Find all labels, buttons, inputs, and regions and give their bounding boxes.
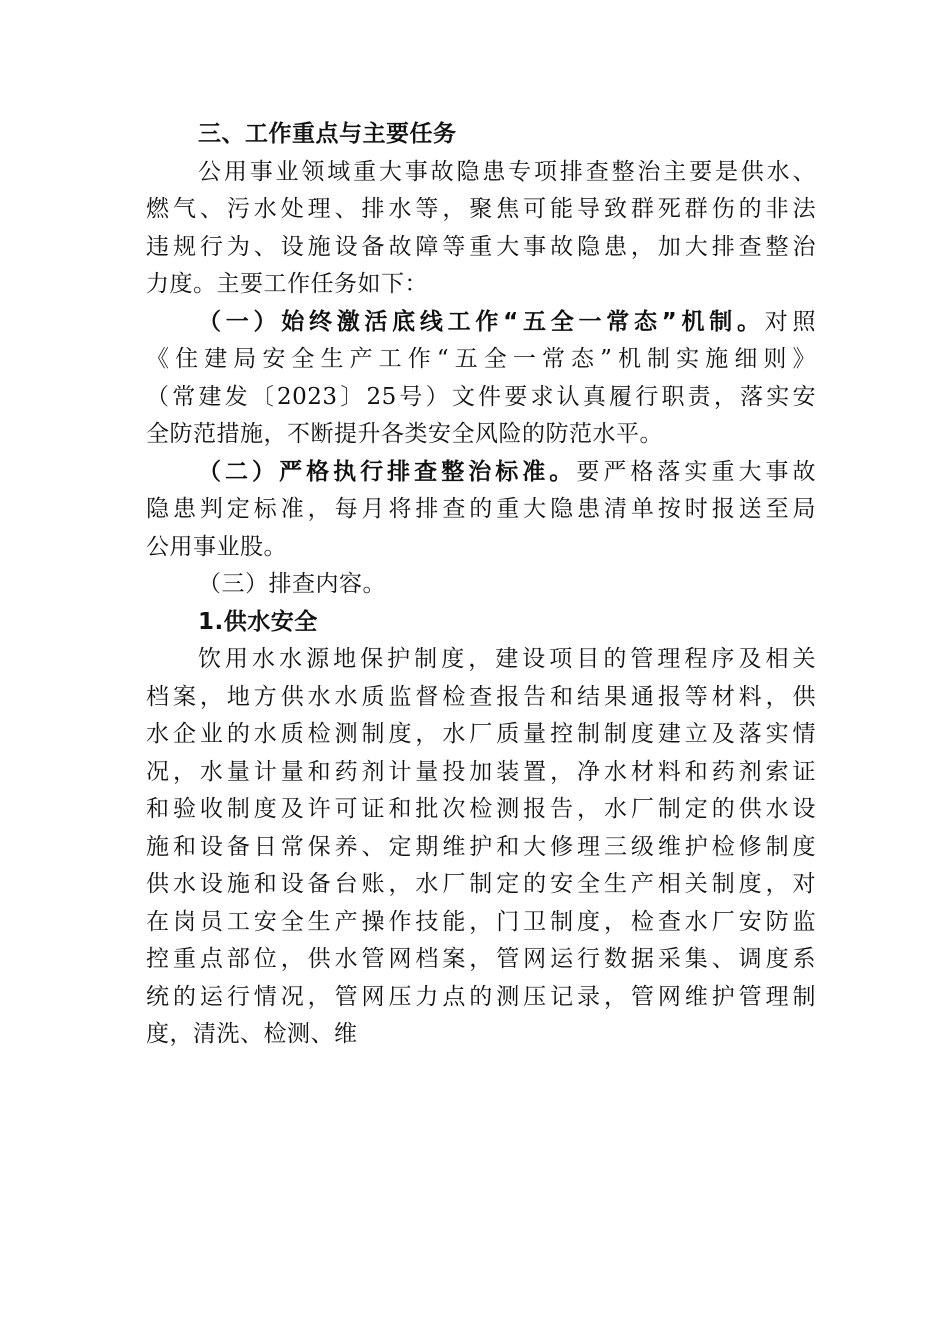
item-1-heading: （一）始终激活底线工作“五全一常态”机制。 (198, 308, 765, 335)
paragraph-line: 供水设施和设备台账，水厂制定的安全生产相关制度，对 (146, 871, 816, 897)
paragraph-line: 违规行为、设施设备故障等重大事故隐患，加大排查整治 (146, 233, 816, 260)
item-2-text: 要严格落实重大事故 (576, 458, 817, 485)
document-body (146, 116, 816, 1054)
item-2-heading: （二）严格执行排查整治标准。 (198, 458, 577, 485)
item-3-heading: （三）排查内容。 (198, 571, 386, 597)
paragraph-line: 隐患判定标准，每月将排查的重大隐患清单按时报送至局 (146, 496, 816, 522)
section-heading: 三、工作重点与主要任务 (198, 121, 457, 147)
item-1-first-line (146, 304, 816, 342)
paragraph-line: 档案，地方供水水质监督检查报告和结果通报等材料，供 (146, 683, 816, 710)
paragraph-line: 公用事业领域重大事故隐患专项排查整治主要是供水、 (198, 158, 816, 185)
paragraph-line: 公用事业股。 (146, 533, 287, 560)
paragraph-line: 度，清洗、检测、维 (146, 1021, 358, 1047)
paragraph-line: 施和设备日常保养、定期维护和大修理三级维护检修制度 (146, 833, 816, 860)
paragraph-line: 饮用水水源地保护制度，建设项目的管理程序及相关 (198, 646, 816, 672)
paragraph-line: 在岗员工安全生产操作技能，门卫制度，检查水厂安防监 (146, 908, 816, 935)
paragraph-line: 燃气、污水处理、排水等，聚焦可能导致群死群伤的非法 (146, 196, 816, 222)
item-2-first-line (146, 454, 816, 492)
paragraph-line: 和验收制度及许可证和批次检测报告，水厂制定的供水设 (146, 796, 816, 822)
paragraph-line: （常建发〔2023〕25号）文件要求认真履行职责，落实安 (146, 383, 816, 410)
paragraph-line: 统的运行情况，管网压力点的测压记录，管网维护管理制 (146, 983, 816, 1010)
subsection-heading: 1.供水安全 (198, 608, 318, 635)
paragraph-line: 控重点部位，供水管网档案，管网运行数据采集、调度系 (146, 946, 816, 972)
paragraph-line: 况，水量计量和药剂计量投加装置，净水材料和药剂索证 (146, 758, 816, 785)
paragraph-line: 全防范措施，不断提升各类安全风险的防范水平。 (146, 421, 663, 447)
item-1-text: 对照 (764, 308, 817, 335)
paragraph-line: 水企业的水质检测制度，水厂质量控制制度建立及落实情 (146, 721, 816, 747)
paragraph-line: 力度。主要工作任务如下： (146, 271, 428, 297)
paragraph-line: 《住建局安全生产工作“五全一常态”机制实施细则》 (146, 346, 816, 372)
